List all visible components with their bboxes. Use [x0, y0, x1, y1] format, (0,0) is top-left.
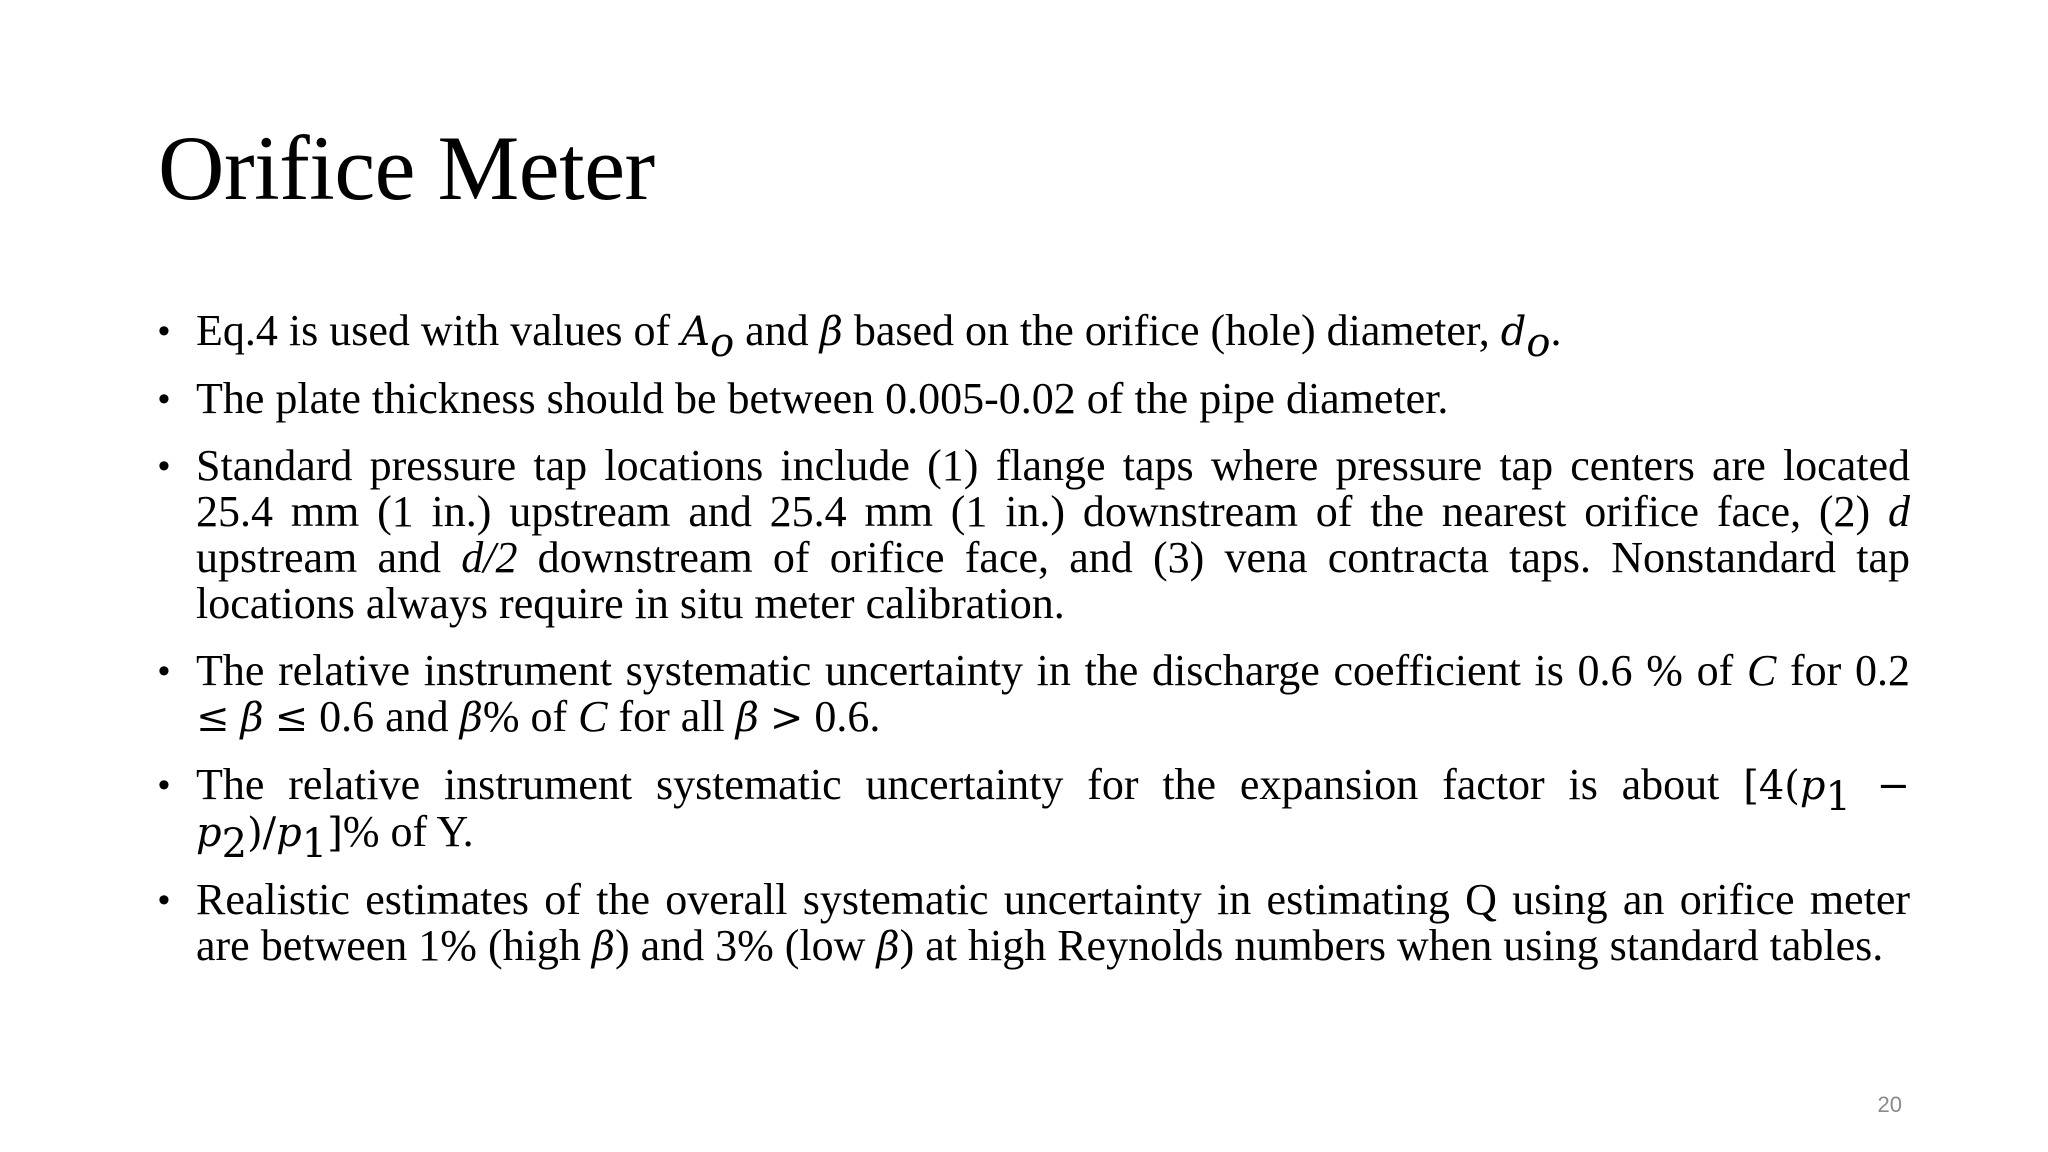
text-run: Standard pressure tap locations include (1) flange taps where pressure tap centers are located 25.4 mm (1 in.) upstream and 25.4 mm (1 in.) downstream of the nearest orifice face, (2) — [196, 441, 1910, 536]
math-p: p — [276, 810, 302, 856]
math-d: d — [1500, 309, 1527, 355]
math-beta: β — [591, 924, 615, 970]
bullet-dot-icon: • — [158, 766, 170, 804]
text-run: and — [734, 306, 820, 355]
math-subscript-o: o — [710, 320, 735, 367]
text-run: downstream of orifice face, and (3) vena contracta taps. Nonstandard tap locations always require in situ meter calibration. — [196, 533, 1911, 628]
text-run: % of — [482, 692, 579, 741]
math-p: p — [1799, 763, 1826, 809]
bullet-item-tap-locations — [158, 443, 1910, 627]
text-run: 0.6 and — [308, 692, 460, 741]
italic-C: C — [578, 692, 608, 741]
math-beta: β — [240, 695, 264, 741]
math-minus: − — [1850, 763, 1910, 809]
text-run: Eq.4 is used with values of — [196, 306, 682, 355]
math-divide: )/ — [247, 810, 277, 856]
text-run: for all — [607, 692, 736, 741]
bullet-dot-icon: • — [158, 881, 170, 919]
bullet-item-expansion-factor — [158, 760, 1910, 868]
page-number: 20 — [1877, 1092, 1902, 1117]
text-run: . — [1550, 306, 1562, 355]
italic-d: d — [1888, 487, 1910, 536]
text-run: Realistic estimates of the overall systematic uncertainty in estimating Q using an orifice meter are between 1% (high — [196, 875, 1910, 970]
math-bracket-close: ] — [327, 810, 343, 856]
math-beta: β — [819, 309, 843, 355]
bullet-list — [158, 308, 1910, 991]
math-subscript-1: 1 — [301, 821, 328, 868]
bullet-dot-icon: • — [158, 447, 170, 485]
italic-d-half: d/2 — [461, 533, 518, 582]
math-subscript-o: o — [1526, 320, 1551, 367]
bullet-item-eq4 — [158, 306, 1910, 367]
text-run: The relative instrument systematic uncertainty in the discharge coefficient is 0.6 % of — [196, 646, 1747, 695]
math-beta: β — [459, 695, 483, 741]
text-run: upstream and — [196, 533, 462, 582]
bullet-dot-icon: • — [158, 312, 170, 350]
text-run: based on the orifice (hole) diameter, — [842, 306, 1501, 355]
italic-C: C — [1746, 646, 1777, 695]
math-le: ≤ — [196, 695, 230, 741]
text-run: The plate thickness should be between 0.005-0.02 of the pipe diameter. — [196, 374, 1449, 423]
bullet-item-discharge-uncertainty — [158, 648, 1910, 741]
math-subscript-2: 2 — [221, 821, 248, 868]
bullet-dot-icon: • — [158, 380, 170, 418]
text-run: ) at high Reynolds numbers when using standard tables. — [899, 921, 1884, 970]
bullet-item-realistic-estimates — [158, 877, 1910, 970]
text-run: for 0.2 — [1776, 646, 1910, 695]
text-run: 0.6. — [803, 692, 881, 741]
math-p: p — [196, 810, 222, 856]
text-run: The relative instrument systematic uncertainty for the expansion factor is about — [196, 760, 1744, 809]
math-le: ≤ — [274, 695, 309, 741]
text-run: % of Y. — [342, 807, 474, 856]
bullet-item-plate-thickness — [158, 376, 1910, 422]
math-beta: β — [876, 924, 900, 970]
math-gt: > — [769, 695, 804, 741]
math-beta: β — [735, 695, 759, 741]
bullet-dot-icon: • — [158, 652, 170, 690]
text-run: ) and 3% (low — [614, 921, 877, 970]
math-subscript-1: 1 — [1825, 774, 1851, 821]
math-bracket-open: [4( — [1743, 763, 1800, 809]
slide-title: Orifice Meter — [158, 117, 655, 219]
math-A: A — [681, 309, 711, 355]
